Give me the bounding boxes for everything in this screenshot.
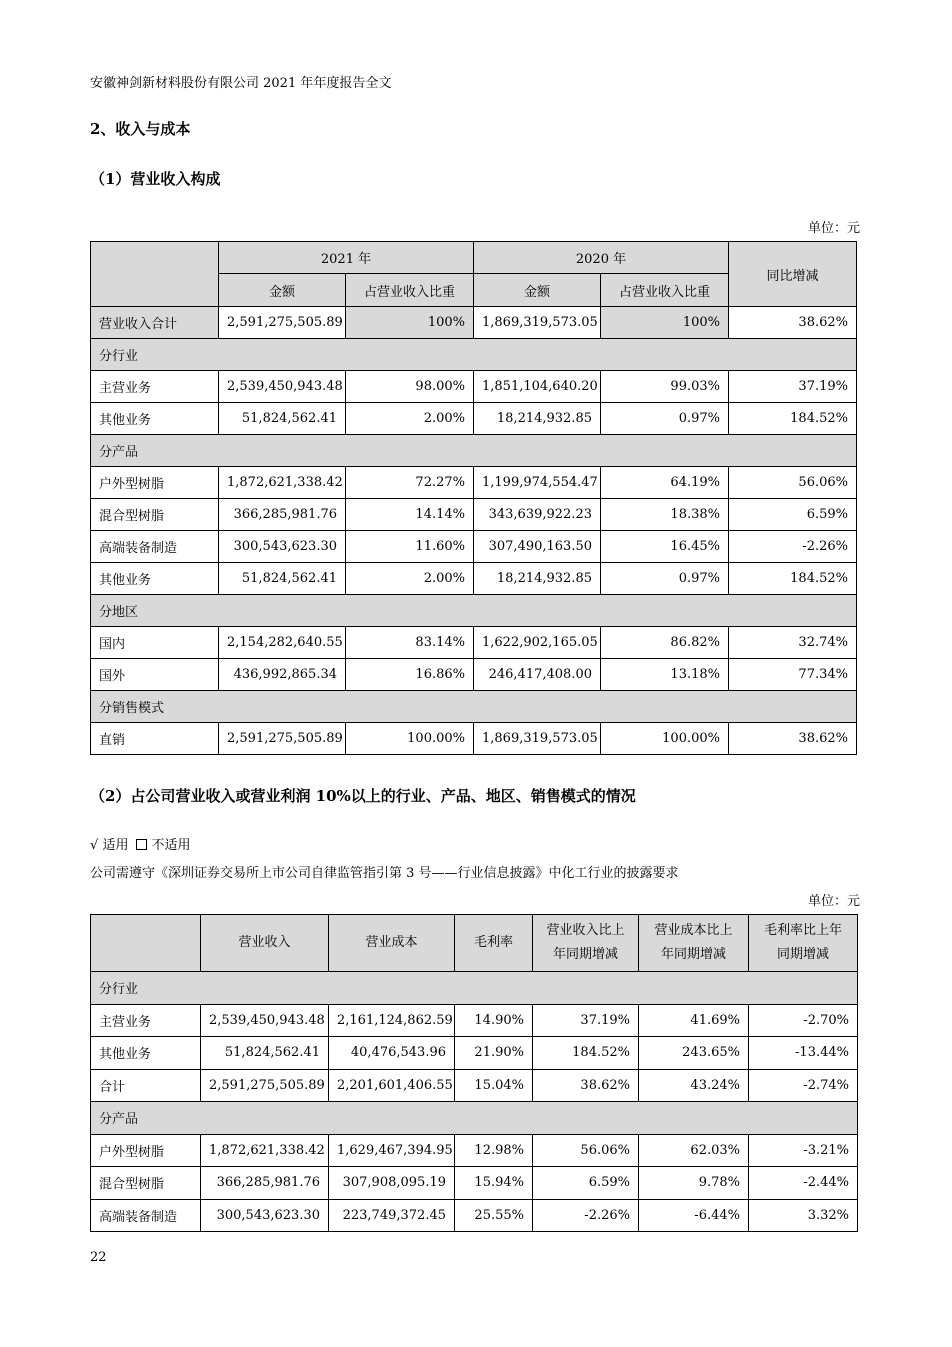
amount-2020: 1,199,974,554.47 xyxy=(474,467,601,499)
revenue-yoy: 184.52% xyxy=(533,1037,639,1070)
header-amount-2020: 金额 xyxy=(474,274,601,307)
amount-2021: 366,285,981.76 xyxy=(219,499,346,531)
header-revenue-yoy: 营业收入比上 年同期增减 xyxy=(533,915,639,972)
row-label: 直销 xyxy=(91,723,219,755)
cost-yoy: -6.44% xyxy=(639,1199,749,1232)
segment-profit-table xyxy=(90,914,858,1232)
row-label: 高端装备制造 xyxy=(91,1199,201,1232)
yoy-change: -2.26% xyxy=(729,531,857,563)
amount-2021: 2,591,275,505.89 xyxy=(219,723,346,755)
table-row xyxy=(91,531,857,563)
unit-label: 单位：元 xyxy=(807,221,860,236)
amount-2021: 2,591,275,505.89 xyxy=(219,307,346,339)
row-label: 主营业务 xyxy=(91,1004,201,1037)
amount-2021: 51,824,562.41 xyxy=(219,403,346,435)
unit-label-2: 单位：元 xyxy=(807,894,860,909)
amount-2021: 436,992,865.34 xyxy=(219,659,346,691)
header-year-2021: 2021 年 xyxy=(219,242,474,274)
revenue: 1,872,621,338.42 xyxy=(201,1134,329,1167)
ratio-2021: 83.14% xyxy=(346,627,474,659)
ratio-2021: 98.00% xyxy=(346,371,474,403)
revenue-composition-table xyxy=(90,241,857,755)
ratio-2020: 16.45% xyxy=(601,531,729,563)
amount-2020: 1,869,319,573.05 xyxy=(474,307,601,339)
row-label: 主营业务 xyxy=(91,371,219,403)
yoy-change: 38.62% xyxy=(729,307,857,339)
revenue: 51,824,562.41 xyxy=(201,1037,329,1070)
table-row xyxy=(91,403,857,435)
gross-margin: 21.90% xyxy=(455,1037,533,1070)
ratio-2020: 0.97% xyxy=(601,403,729,435)
row-label: 合计 xyxy=(91,1069,201,1102)
table-row xyxy=(91,1069,858,1102)
revenue: 366,285,981.76 xyxy=(201,1167,329,1200)
cost-yoy: 41.69% xyxy=(639,1004,749,1037)
ratio-2020: 64.19% xyxy=(601,467,729,499)
amount-2021: 1,872,621,338.42 xyxy=(219,467,346,499)
ratio-2021: 14.14% xyxy=(346,499,474,531)
row-label: 国内 xyxy=(91,627,219,659)
yoy-change: 77.34% xyxy=(729,659,857,691)
revenue-yoy: 6.59% xyxy=(533,1167,639,1200)
group-header-row xyxy=(91,339,857,371)
group-header-row xyxy=(91,972,858,1005)
margin-yoy: -2.70% xyxy=(749,1004,858,1037)
revenue: 2,539,450,943.48 xyxy=(201,1004,329,1037)
table-row xyxy=(91,371,857,403)
header-yoy: 同比增减 xyxy=(729,242,857,307)
table-row xyxy=(91,1167,858,1200)
group-title: 分销售模式 xyxy=(91,691,857,723)
table-row xyxy=(91,1037,858,1070)
row-label: 其他业务 xyxy=(91,563,219,595)
amount-2021: 51,824,562.41 xyxy=(219,563,346,595)
row-label: 其他业务 xyxy=(91,403,219,435)
group-header-row xyxy=(91,595,857,627)
yoy-change: 6.59% xyxy=(729,499,857,531)
row-label: 国外 xyxy=(91,659,219,691)
table-row xyxy=(91,563,857,595)
ratio-2021: 16.86% xyxy=(346,659,474,691)
row-label: 混合型树脂 xyxy=(91,1167,201,1200)
cost: 223,749,372.45 xyxy=(329,1199,455,1232)
amount-2021: 300,543,623.30 xyxy=(219,531,346,563)
cost-yoy: 43.24% xyxy=(639,1069,749,1102)
table-row xyxy=(91,1004,858,1037)
table-row xyxy=(91,659,857,691)
group-header-row xyxy=(91,1102,858,1135)
margin-yoy: -13.44% xyxy=(749,1037,858,1070)
table-row-total xyxy=(91,307,857,339)
cost-yoy: 9.78% xyxy=(639,1167,749,1200)
yoy-change: 37.19% xyxy=(729,371,857,403)
amount-2020: 1,622,902,165.05 xyxy=(474,627,601,659)
header-cost-yoy: 营业成本比上 年同期增减 xyxy=(639,915,749,972)
ratio-2021: 100.00% xyxy=(346,723,474,755)
ratio-2021: 72.27% xyxy=(346,467,474,499)
yoy-change: 56.06% xyxy=(729,467,857,499)
ratio-2020: 13.18% xyxy=(601,659,729,691)
amount-2021: 2,154,282,640.55 xyxy=(219,627,346,659)
amount-2020: 1,869,319,573.05 xyxy=(474,723,601,755)
revenue-yoy: -2.26% xyxy=(533,1199,639,1232)
cost: 2,161,124,862.59 xyxy=(329,1004,455,1037)
ratio-2021: 2.00% xyxy=(346,403,474,435)
table-row xyxy=(91,1134,858,1167)
revenue-yoy: 37.19% xyxy=(533,1004,639,1037)
group-header-row xyxy=(91,435,857,467)
applicable-label: 适用 xyxy=(102,838,129,853)
table-row xyxy=(91,467,857,499)
revenue: 300,543,623.30 xyxy=(201,1199,329,1232)
yoy-change: 184.52% xyxy=(729,403,857,435)
group-title: 分产品 xyxy=(91,435,857,467)
margin-yoy: -2.44% xyxy=(749,1167,858,1200)
table-row xyxy=(91,723,857,755)
revenue-yoy: 56.06% xyxy=(533,1134,639,1167)
cost: 307,908,095.19 xyxy=(329,1167,455,1200)
yoy-change: 184.52% xyxy=(729,563,857,595)
amount-2020: 18,214,932.85 xyxy=(474,403,601,435)
applicability-line xyxy=(90,834,190,853)
cost: 1,629,467,394.95 xyxy=(329,1134,455,1167)
cost-yoy: 243.65% xyxy=(639,1037,749,1070)
ratio-2020: 18.38% xyxy=(601,499,729,531)
table-corner-cell xyxy=(91,915,201,972)
ratio-2021: 11.60% xyxy=(346,531,474,563)
gross-margin: 25.55% xyxy=(455,1199,533,1232)
amount-2020: 246,417,408.00 xyxy=(474,659,601,691)
amount-2020: 343,639,922.23 xyxy=(474,499,601,531)
not-applicable-label: 不适用 xyxy=(151,838,191,853)
table-row xyxy=(91,1199,858,1232)
header-gross-margin: 毛利率 xyxy=(455,915,533,972)
header-ratio-2021: 占营业收入比重 xyxy=(346,274,474,307)
header-ratio-2020: 占营业收入比重 xyxy=(601,274,729,307)
header-amount-2021: 金额 xyxy=(219,274,346,307)
row-label: 其他业务 xyxy=(91,1037,201,1070)
amount-2020: 307,490,163.50 xyxy=(474,531,601,563)
revenue-yoy: 38.62% xyxy=(533,1069,639,1102)
ratio-2021: 2.00% xyxy=(346,563,474,595)
revenue: 2,591,275,505.89 xyxy=(201,1069,329,1102)
ratio-2020: 99.03% xyxy=(601,371,729,403)
gross-margin: 14.90% xyxy=(455,1004,533,1037)
margin-yoy: -3.21% xyxy=(749,1134,858,1167)
ratio-2020: 86.82% xyxy=(601,627,729,659)
row-label: 混合型树脂 xyxy=(91,499,219,531)
margin-yoy: -2.74% xyxy=(749,1069,858,1102)
margin-yoy: 3.32% xyxy=(749,1199,858,1232)
ratio-2020: 100% xyxy=(601,307,729,339)
cost: 40,476,543.96 xyxy=(329,1037,455,1070)
section-title: 2、收入与成本 xyxy=(90,120,191,138)
group-title: 分产品 xyxy=(91,1102,858,1135)
header-revenue: 营业收入 xyxy=(201,915,329,972)
amount-2021: 2,539,450,943.48 xyxy=(219,371,346,403)
disclosure-note: 公司需遵守《深圳证券交易所上市公司自律监管指引第 3 号——行业信息披露》中化工行业的披露要求 xyxy=(90,866,679,881)
yoy-change: 38.62% xyxy=(729,723,857,755)
table-row xyxy=(91,627,857,659)
header-margin-yoy: 毛利率比上年 同期增减 xyxy=(749,915,858,972)
gross-margin: 12.98% xyxy=(455,1134,533,1167)
row-label: 高端装备制造 xyxy=(91,531,219,563)
group-title: 分行业 xyxy=(91,339,857,371)
subsection-title-revenue-composition: （1）营业收入构成 xyxy=(90,170,221,188)
ratio-2020: 100.00% xyxy=(601,723,729,755)
amount-2020: 1,851,104,640.20 xyxy=(474,371,601,403)
empty-checkbox-icon xyxy=(136,839,147,850)
gross-margin: 15.94% xyxy=(455,1167,533,1200)
ratio-2021: 100% xyxy=(346,307,474,339)
amount-2020: 18,214,932.85 xyxy=(474,563,601,595)
row-label: 营业收入合计 xyxy=(91,307,219,339)
check-mark-icon: √ xyxy=(90,838,99,853)
cost: 2,201,601,406.55 xyxy=(329,1069,455,1102)
page-number: 22 xyxy=(90,1250,107,1265)
group-title: 分地区 xyxy=(91,595,857,627)
yoy-change: 32.74% xyxy=(729,627,857,659)
ratio-2020: 0.97% xyxy=(601,563,729,595)
subsection-title-over-10-percent: （2）占公司营业收入或营业利润 10%以上的行业、产品、地区、销售模式的情况 xyxy=(90,787,636,805)
gross-margin: 15.04% xyxy=(455,1069,533,1102)
document-header: 安徽神剑新材料股份有限公司 2021 年年度报告全文 xyxy=(90,76,392,91)
table-row xyxy=(91,499,857,531)
header-year-2020: 2020 年 xyxy=(474,242,729,274)
row-label: 户外型树脂 xyxy=(91,1134,201,1167)
header-cost: 营业成本 xyxy=(329,915,455,972)
table-corner-cell xyxy=(91,242,219,307)
row-label: 户外型树脂 xyxy=(91,467,219,499)
group-title: 分行业 xyxy=(91,972,858,1005)
cost-yoy: 62.03% xyxy=(639,1134,749,1167)
group-header-row xyxy=(91,691,857,723)
